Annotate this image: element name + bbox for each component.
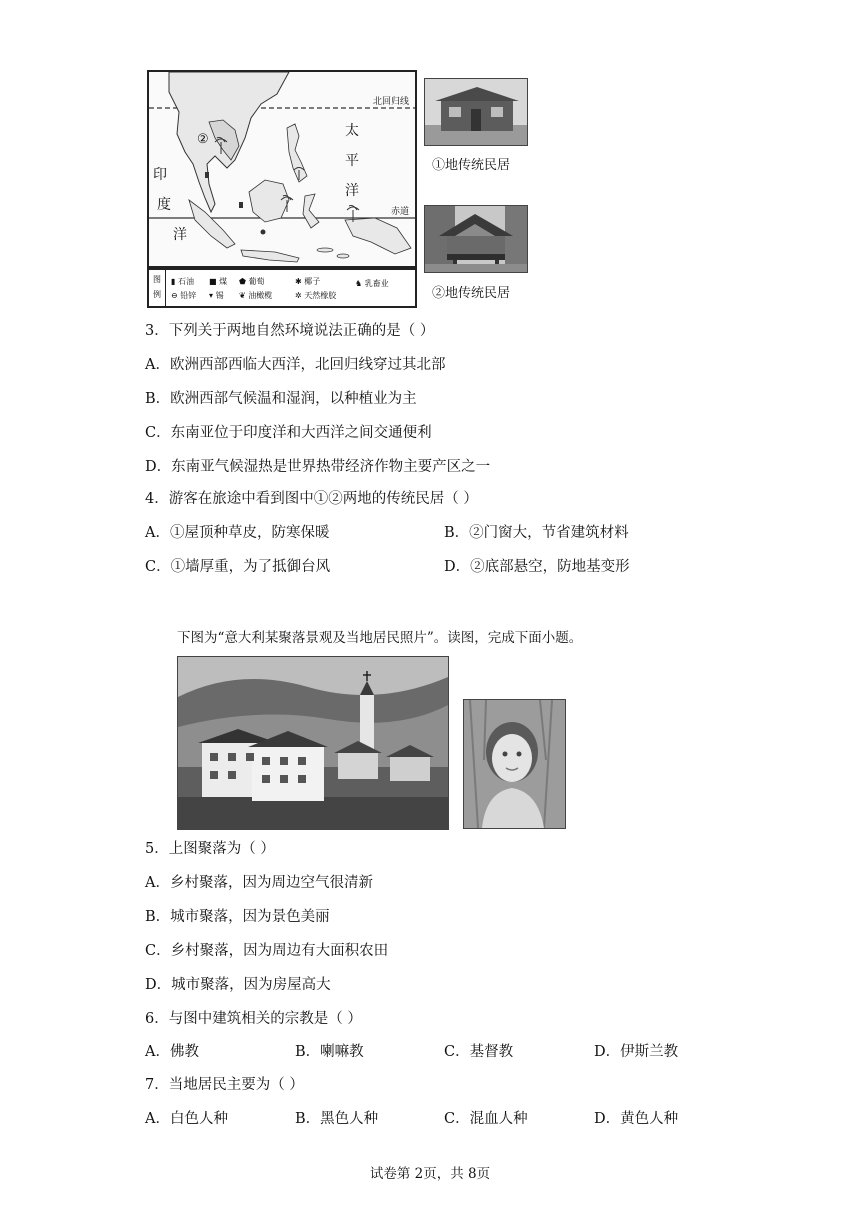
question-3-stem: 3．下列关于两地自然环境说法正确的是（ ） [145, 323, 435, 339]
indian-label-3: 洋 [173, 227, 187, 243]
legend-item-rubber: ✲ 天然橡胶 [295, 291, 337, 300]
question-7-option-d: D．黄色人种 [594, 1111, 679, 1127]
legend-item-coconut: ✱ 椰子 [295, 277, 321, 286]
indian-label-1: 印 [153, 167, 167, 183]
section-intro: 下图为“意大利某聚落景观及当地居民照片”。读图，完成下面小题。 [177, 630, 583, 646]
question-5-option-c: C．乡村聚落，因为周边有大面积农田 [145, 943, 389, 959]
village-photo [177, 656, 449, 830]
question-3-option-d: D．东南亚气候湿热是世界热带经济作物主要产区之一 [145, 459, 491, 475]
question-7-option-c: C．混血人种 [444, 1111, 528, 1127]
java [241, 250, 299, 262]
question-4-stem: 4．游客在旅途中看到图中①②两地的传统民居（ ） [145, 491, 478, 507]
question-3-option-a: A．欧洲西部西临大西洋，北回归线穿过其北部 [145, 357, 446, 373]
house-2-caption: ②地传统民居 [432, 286, 511, 301]
borneo [249, 180, 289, 222]
question-3-option-b: B．欧洲西部气候温和湿润，以种植业为主 [145, 391, 417, 407]
question-6-option-b: B．喇嘛教 [295, 1044, 364, 1060]
philippines [287, 124, 307, 182]
house-1-caption: ①地传统民居 [432, 158, 511, 173]
legend-item-olive: ❦ 油橄榄 [239, 291, 273, 300]
question-4-option-b: B．②门窗大，节省建筑材料 [444, 525, 629, 541]
question-6-stem: 6．与图中建筑相关的宗教是（ ） [145, 1011, 362, 1027]
legend-item-tin: ▾ 锡 [209, 291, 224, 300]
question-5-option-b: B．城市聚落，因为景色美丽 [145, 909, 330, 925]
pacific-label-1: 太 [345, 123, 359, 139]
legend-item-lead-zinc: ⊖ 铅锌 [171, 291, 197, 300]
question-3-option-c: C．东南亚位于印度洋和大西洋之间交通便利 [145, 425, 432, 441]
question-6-option-c: C．基督教 [444, 1044, 514, 1060]
house-1-photo [424, 78, 528, 146]
question-5-option-d: D．城市聚落，因为房屋高大 [145, 977, 331, 993]
map-legend [147, 268, 417, 308]
indian-label-2: 度 [157, 197, 171, 213]
question-6-option-d: D．伊斯兰教 [594, 1044, 679, 1060]
question-5-stem: 5．上图聚落为（ ） [145, 841, 275, 857]
resident-photo [463, 699, 566, 829]
tropic-label: 北回归线 [372, 97, 409, 107]
pacific-label-2: 平 [345, 153, 359, 169]
pacific-label-3: 洋 [345, 183, 359, 199]
question-4-option-d: D．②底部悬空，防地基变形 [444, 559, 630, 575]
equator-label: 赤道 [390, 207, 409, 217]
new-guinea [345, 218, 411, 254]
question-7-stem: 7．当地居民主要为（ ） [145, 1077, 304, 1093]
question-6-option-a: A．佛教 [145, 1044, 199, 1060]
house-2-photo [424, 205, 528, 273]
page-footer: 试卷第 2页，共 8页 [369, 1166, 491, 1182]
question-7-option-a: A．白色人种 [145, 1111, 228, 1127]
question-7-option-b: B．黑色人种 [295, 1111, 379, 1127]
question-4-option-a: A．①屋顶种草皮，防寒保暖 [145, 525, 330, 541]
southeast-asia-map [147, 70, 417, 268]
legend-item-oil: ▮ 石油 [171, 277, 194, 286]
legend-item-dairy: ♞ 乳畜业 [355, 279, 389, 288]
sulawesi [303, 194, 319, 228]
legend-title: 图 例 [153, 275, 161, 299]
question-5-option-a: A．乡村聚落，因为周边空气很清新 [145, 875, 373, 891]
legend-item-grape: ⬟ 葡萄 [239, 277, 265, 286]
location-2-marker: ② [197, 132, 209, 147]
legend-item-coal: ■ 煤 [209, 277, 228, 286]
question-4-option-c: C．①墙厚重，为了抵御台风 [145, 559, 331, 575]
